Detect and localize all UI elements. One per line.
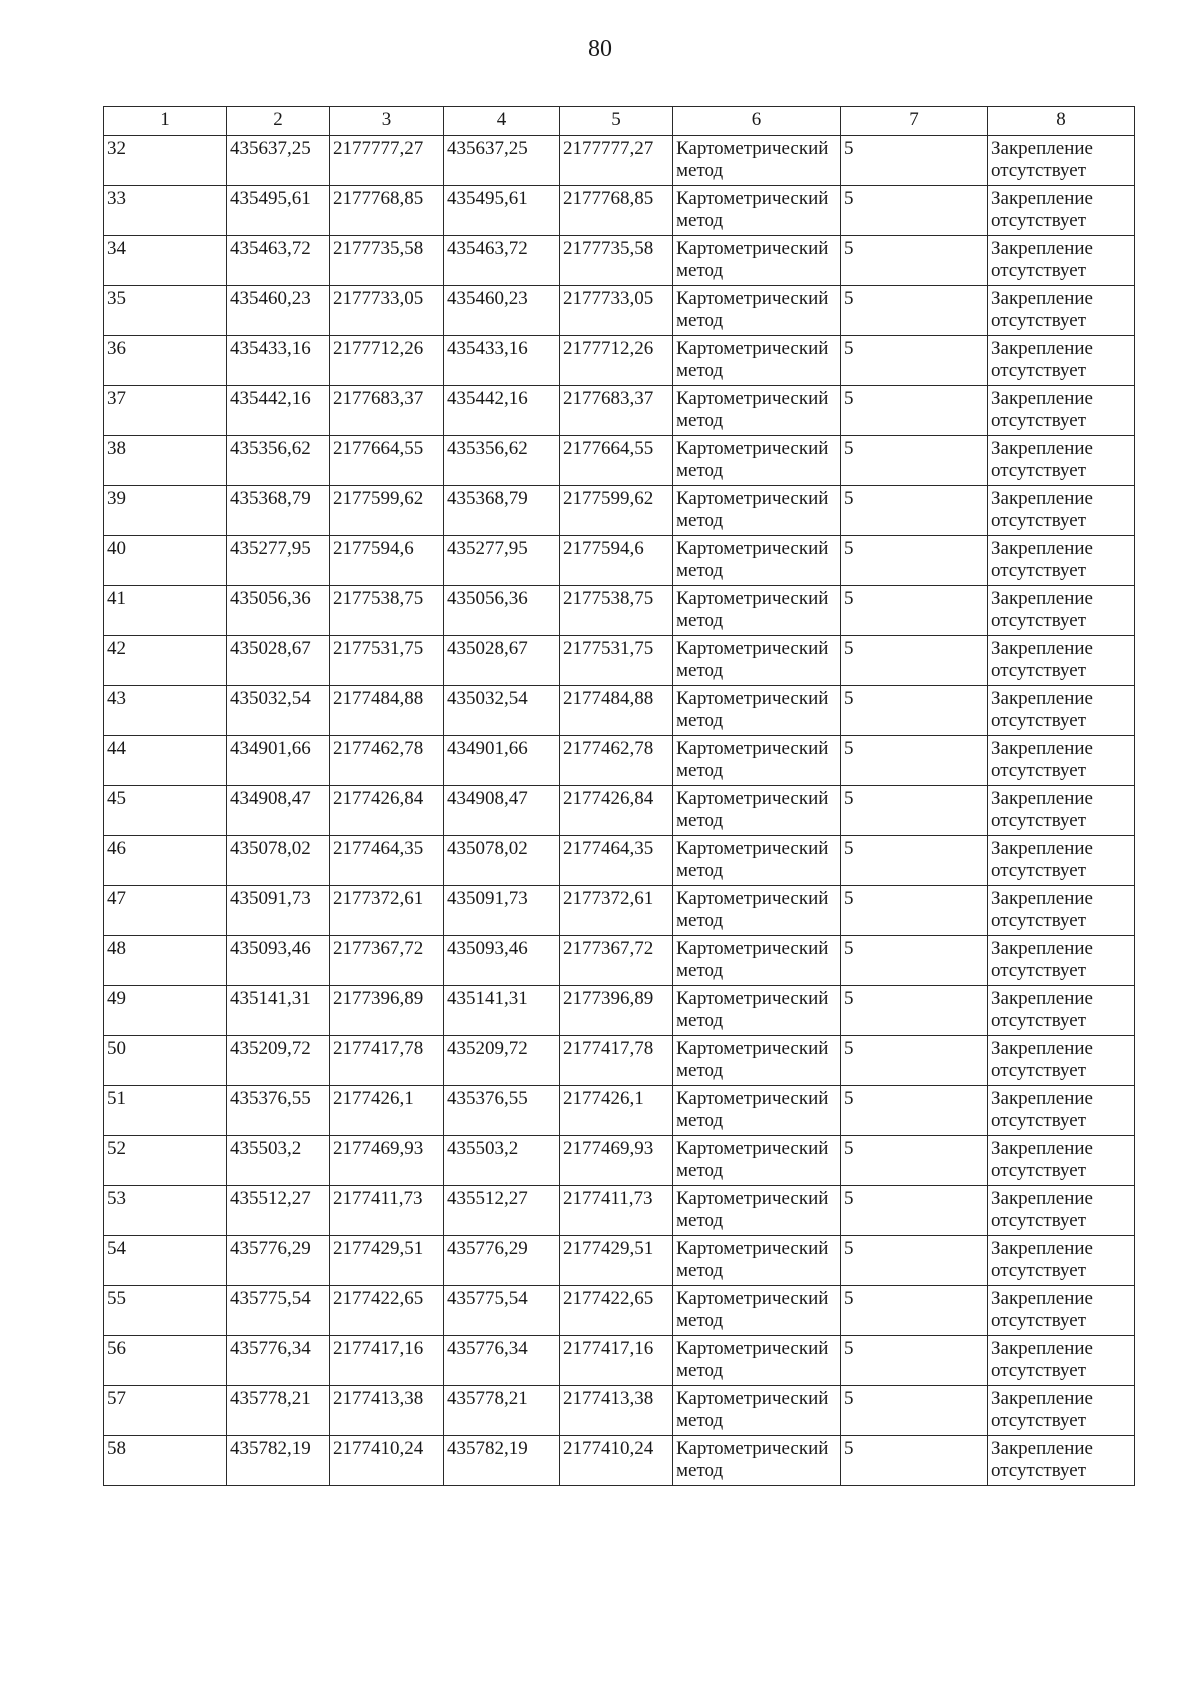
x-coordinate-2: 435778,21 — [444, 1386, 560, 1436]
y-coordinate: 2177417,78 — [330, 1036, 444, 1086]
accuracy-cell: 5 — [841, 736, 988, 786]
y-coordinate: 2177462,78 — [330, 736, 444, 786]
table-row — [104, 1286, 1135, 1336]
x-coordinate-2: 435368,79 — [444, 486, 560, 536]
method-cell: Картометрический метод — [673, 686, 841, 736]
point-number: 43 — [104, 686, 227, 736]
point-number: 54 — [104, 1236, 227, 1286]
y-coordinate: 2177367,72 — [330, 936, 444, 986]
y-coordinate: 2177464,35 — [330, 836, 444, 886]
point-number: 42 — [104, 636, 227, 686]
table-row — [104, 836, 1135, 886]
table-row — [104, 386, 1135, 436]
accuracy-cell: 5 — [841, 1286, 988, 1336]
x-coordinate-2: 435782,19 — [444, 1436, 560, 1486]
point-number: 39 — [104, 486, 227, 536]
accuracy-cell: 5 — [841, 1386, 988, 1436]
table-row — [104, 886, 1135, 936]
y-coordinate-2: 2177712,26 — [560, 336, 673, 386]
x-coordinate: 435056,36 — [227, 586, 330, 636]
y-coordinate-2: 2177426,1 — [560, 1086, 673, 1136]
fixing-cell: Закрепление отсутствует — [988, 886, 1135, 936]
fixing-cell: Закрепление отсутствует — [988, 486, 1135, 536]
y-coordinate: 2177594,6 — [330, 536, 444, 586]
fixing-cell: Закрепление отсутствует — [988, 736, 1135, 786]
y-coordinate-2: 2177429,51 — [560, 1236, 673, 1286]
method-cell: Картометрический метод — [673, 986, 841, 1036]
point-number: 44 — [104, 736, 227, 786]
point-number: 58 — [104, 1436, 227, 1486]
y-coordinate: 2177417,16 — [330, 1336, 444, 1386]
x-coordinate-2: 435463,72 — [444, 236, 560, 286]
y-coordinate-2: 2177538,75 — [560, 586, 673, 636]
point-number: 57 — [104, 1386, 227, 1436]
table-row — [104, 786, 1135, 836]
x-coordinate: 435277,95 — [227, 536, 330, 586]
table-row — [104, 986, 1135, 1036]
method-cell: Картометрический метод — [673, 486, 841, 536]
x-coordinate: 435032,54 — [227, 686, 330, 736]
accuracy-cell: 5 — [841, 336, 988, 386]
table-row — [104, 336, 1135, 386]
y-coordinate-2: 2177683,37 — [560, 386, 673, 436]
fixing-cell: Закрепление отсутствует — [988, 536, 1135, 586]
y-coordinate: 2177538,75 — [330, 586, 444, 636]
x-coordinate-2: 435637,25 — [444, 136, 560, 186]
x-coordinate: 435368,79 — [227, 486, 330, 536]
x-coordinate-2: 435028,67 — [444, 636, 560, 686]
fixing-cell: Закрепление отсутствует — [988, 586, 1135, 636]
y-coordinate-2: 2177733,05 — [560, 286, 673, 336]
accuracy-cell: 5 — [841, 436, 988, 486]
x-coordinate: 435078,02 — [227, 836, 330, 886]
y-coordinate: 2177469,93 — [330, 1136, 444, 1186]
y-coordinate: 2177712,26 — [330, 336, 444, 386]
accuracy-cell: 5 — [841, 586, 988, 636]
accuracy-cell: 5 — [841, 486, 988, 536]
y-coordinate-2: 2177484,88 — [560, 686, 673, 736]
x-coordinate-2: 435503,2 — [444, 1136, 560, 1186]
x-coordinate-2: 435775,54 — [444, 1286, 560, 1336]
y-coordinate: 2177664,55 — [330, 436, 444, 486]
y-coordinate: 2177768,85 — [330, 186, 444, 236]
accuracy-cell: 5 — [841, 1336, 988, 1386]
accuracy-cell: 5 — [841, 986, 988, 1036]
method-cell: Картометрический метод — [673, 1286, 841, 1336]
x-coordinate-2: 435141,31 — [444, 986, 560, 1036]
point-number: 34 — [104, 236, 227, 286]
accuracy-cell: 5 — [841, 686, 988, 736]
point-number: 35 — [104, 286, 227, 336]
x-coordinate-2: 435433,16 — [444, 336, 560, 386]
fixing-cell: Закрепление отсутствует — [988, 1136, 1135, 1186]
fixing-cell: Закрепление отсутствует — [988, 1186, 1135, 1236]
accuracy-cell: 5 — [841, 386, 988, 436]
method-cell: Картометрический метод — [673, 1086, 841, 1136]
y-coordinate-2: 2177410,24 — [560, 1436, 673, 1486]
fixing-cell: Закрепление отсутствует — [988, 936, 1135, 986]
y-coordinate: 2177372,61 — [330, 886, 444, 936]
x-coordinate: 435776,29 — [227, 1236, 330, 1286]
x-coordinate: 435141,31 — [227, 986, 330, 1036]
y-coordinate: 2177733,05 — [330, 286, 444, 336]
method-cell: Картометрический метод — [673, 236, 841, 286]
fixing-cell: Закрепление отсутствует — [988, 836, 1135, 886]
fixing-cell: Закрепление отсутствует — [988, 686, 1135, 736]
y-coordinate: 2177413,38 — [330, 1386, 444, 1436]
y-coordinate: 2177422,65 — [330, 1286, 444, 1336]
table-row — [104, 1436, 1135, 1486]
fixing-cell: Закрепление отсутствует — [988, 236, 1135, 286]
y-coordinate: 2177599,62 — [330, 486, 444, 536]
accuracy-cell: 5 — [841, 636, 988, 686]
x-coordinate: 434908,47 — [227, 786, 330, 836]
accuracy-cell: 5 — [841, 886, 988, 936]
column-header: 3 — [330, 107, 444, 136]
table-row — [104, 1386, 1135, 1436]
method-cell: Картометрический метод — [673, 186, 841, 236]
x-coordinate: 435460,23 — [227, 286, 330, 336]
point-number: 49 — [104, 986, 227, 1036]
y-coordinate: 2177484,88 — [330, 686, 444, 736]
point-number: 55 — [104, 1286, 227, 1336]
fixing-cell: Закрепление отсутствует — [988, 186, 1135, 236]
point-number: 46 — [104, 836, 227, 886]
method-cell: Картометрический метод — [673, 1336, 841, 1386]
point-number: 32 — [104, 136, 227, 186]
accuracy-cell: 5 — [841, 786, 988, 836]
method-cell: Картометрический метод — [673, 1036, 841, 1086]
method-cell: Картометрический метод — [673, 1136, 841, 1186]
accuracy-cell: 5 — [841, 1186, 988, 1236]
x-coordinate: 435028,67 — [227, 636, 330, 686]
table-row — [104, 286, 1135, 336]
point-number: 56 — [104, 1336, 227, 1386]
x-coordinate-2: 435078,02 — [444, 836, 560, 886]
table-row — [104, 736, 1135, 786]
accuracy-cell: 5 — [841, 286, 988, 336]
y-coordinate-2: 2177735,58 — [560, 236, 673, 286]
x-coordinate-2: 435376,55 — [444, 1086, 560, 1136]
table-row — [104, 486, 1135, 536]
x-coordinate: 435782,19 — [227, 1436, 330, 1486]
method-cell: Картометрический метод — [673, 536, 841, 586]
table-row — [104, 1036, 1135, 1086]
y-coordinate: 2177531,75 — [330, 636, 444, 686]
method-cell: Картометрический метод — [673, 336, 841, 386]
y-coordinate-2: 2177464,35 — [560, 836, 673, 886]
x-coordinate: 435091,73 — [227, 886, 330, 936]
x-coordinate-2: 435460,23 — [444, 286, 560, 336]
y-coordinate-2: 2177664,55 — [560, 436, 673, 486]
x-coordinate: 435776,34 — [227, 1336, 330, 1386]
x-coordinate-2: 434908,47 — [444, 786, 560, 836]
fixing-cell: Закрепление отсутствует — [988, 786, 1135, 836]
x-coordinate: 435376,55 — [227, 1086, 330, 1136]
page-number: 80 — [588, 36, 612, 62]
y-coordinate-2: 2177396,89 — [560, 986, 673, 1036]
method-cell: Картометрический метод — [673, 1236, 841, 1286]
accuracy-cell: 5 — [841, 1036, 988, 1086]
x-coordinate: 435433,16 — [227, 336, 330, 386]
fixing-cell: Закрепление отсутствует — [988, 1386, 1135, 1436]
x-coordinate: 434901,66 — [227, 736, 330, 786]
table-row — [104, 1336, 1135, 1386]
method-cell: Картометрический метод — [673, 836, 841, 886]
accuracy-cell: 5 — [841, 186, 988, 236]
method-cell: Картометрический метод — [673, 436, 841, 486]
point-number: 41 — [104, 586, 227, 636]
y-coordinate-2: 2177462,78 — [560, 736, 673, 786]
x-coordinate: 435442,16 — [227, 386, 330, 436]
x-coordinate: 435356,62 — [227, 436, 330, 486]
table-row — [104, 1136, 1135, 1186]
fixing-cell: Закрепление отсутствует — [988, 1336, 1135, 1386]
x-coordinate-2: 435091,73 — [444, 886, 560, 936]
table-body — [104, 136, 1135, 1486]
table-row — [104, 536, 1135, 586]
y-coordinate: 2177429,51 — [330, 1236, 444, 1286]
accuracy-cell: 5 — [841, 1236, 988, 1286]
table-row — [104, 936, 1135, 986]
x-coordinate: 435495,61 — [227, 186, 330, 236]
fixing-cell: Закрепление отсутствует — [988, 336, 1135, 386]
y-coordinate-2: 2177413,38 — [560, 1386, 673, 1436]
y-coordinate: 2177426,84 — [330, 786, 444, 836]
accuracy-cell: 5 — [841, 1086, 988, 1136]
fixing-cell: Закрепление отсутствует — [988, 386, 1135, 436]
y-coordinate: 2177396,89 — [330, 986, 444, 1036]
y-coordinate: 2177735,58 — [330, 236, 444, 286]
accuracy-cell: 5 — [841, 1436, 988, 1486]
y-coordinate-2: 2177417,16 — [560, 1336, 673, 1386]
x-coordinate-2: 435512,27 — [444, 1186, 560, 1236]
fixing-cell: Закрепление отсутствует — [988, 636, 1135, 686]
y-coordinate-2: 2177594,6 — [560, 536, 673, 586]
x-coordinate-2: 435776,34 — [444, 1336, 560, 1386]
fixing-cell: Закрепление отсутствует — [988, 1436, 1135, 1486]
method-cell: Картометрический метод — [673, 386, 841, 436]
fixing-cell: Закрепление отсутствует — [988, 436, 1135, 486]
method-cell: Картометрический метод — [673, 286, 841, 336]
table-row — [104, 1186, 1135, 1236]
point-number: 38 — [104, 436, 227, 486]
fixing-cell: Закрепление отсутствует — [988, 136, 1135, 186]
method-cell: Картометрический метод — [673, 1186, 841, 1236]
y-coordinate-2: 2177417,78 — [560, 1036, 673, 1086]
fixing-cell: Закрепление отсутствует — [988, 1086, 1135, 1136]
method-cell: Картометрический метод — [673, 636, 841, 686]
x-coordinate: 435778,21 — [227, 1386, 330, 1436]
column-header: 2 — [227, 107, 330, 136]
column-header: 7 — [841, 107, 988, 136]
x-coordinate-2: 435356,62 — [444, 436, 560, 486]
x-coordinate: 435775,54 — [227, 1286, 330, 1336]
column-header: 5 — [560, 107, 673, 136]
table-header-row — [104, 107, 1135, 136]
fixing-cell: Закрепление отсутствует — [988, 1286, 1135, 1336]
y-coordinate: 2177426,1 — [330, 1086, 444, 1136]
y-coordinate-2: 2177777,27 — [560, 136, 673, 186]
x-coordinate-2: 435093,46 — [444, 936, 560, 986]
fixing-cell: Закрепление отсутствует — [988, 1236, 1135, 1286]
point-number: 47 — [104, 886, 227, 936]
x-coordinate-2: 435277,95 — [444, 536, 560, 586]
accuracy-cell: 5 — [841, 236, 988, 286]
accuracy-cell: 5 — [841, 936, 988, 986]
method-cell: Картометрический метод — [673, 1386, 841, 1436]
y-coordinate: 2177410,24 — [330, 1436, 444, 1486]
x-coordinate: 435093,46 — [227, 936, 330, 986]
x-coordinate: 435512,27 — [227, 1186, 330, 1236]
method-cell: Картометрический метод — [673, 586, 841, 636]
y-coordinate: 2177683,37 — [330, 386, 444, 436]
table-row — [104, 236, 1135, 286]
point-number: 36 — [104, 336, 227, 386]
fixing-cell: Закрепление отсутствует — [988, 286, 1135, 336]
accuracy-cell: 5 — [841, 836, 988, 886]
x-coordinate: 435637,25 — [227, 136, 330, 186]
y-coordinate: 2177411,73 — [330, 1186, 444, 1236]
point-number: 45 — [104, 786, 227, 836]
point-number: 53 — [104, 1186, 227, 1236]
y-coordinate-2: 2177422,65 — [560, 1286, 673, 1336]
method-cell: Картометрический метод — [673, 936, 841, 986]
y-coordinate-2: 2177367,72 — [560, 936, 673, 986]
method-cell: Картометрический метод — [673, 1436, 841, 1486]
x-coordinate: 435503,2 — [227, 1136, 330, 1186]
method-cell: Картометрический метод — [673, 786, 841, 836]
column-header: 4 — [444, 107, 560, 136]
point-number: 50 — [104, 1036, 227, 1086]
table-row — [104, 636, 1135, 686]
table-row — [104, 136, 1135, 186]
y-coordinate-2: 2177599,62 — [560, 486, 673, 536]
y-coordinate-2: 2177426,84 — [560, 786, 673, 836]
point-number: 52 — [104, 1136, 227, 1186]
x-coordinate: 435463,72 — [227, 236, 330, 286]
y-coordinate-2: 2177372,61 — [560, 886, 673, 936]
x-coordinate-2: 435495,61 — [444, 186, 560, 236]
coordinates-table — [103, 106, 1135, 1486]
y-coordinate-2: 2177768,85 — [560, 186, 673, 236]
table-row — [104, 1236, 1135, 1286]
point-number: 40 — [104, 536, 227, 586]
method-cell: Картометрический метод — [673, 886, 841, 936]
method-cell: Картометрический метод — [673, 136, 841, 186]
x-coordinate-2: 435776,29 — [444, 1236, 560, 1286]
point-number: 51 — [104, 1086, 227, 1136]
y-coordinate-2: 2177469,93 — [560, 1136, 673, 1186]
table-row — [104, 1086, 1135, 1136]
accuracy-cell: 5 — [841, 136, 988, 186]
method-cell: Картометрический метод — [673, 736, 841, 786]
x-coordinate: 435209,72 — [227, 1036, 330, 1086]
x-coordinate-2: 435056,36 — [444, 586, 560, 636]
x-coordinate-2: 434901,66 — [444, 736, 560, 786]
column-header: 6 — [673, 107, 841, 136]
point-number: 37 — [104, 386, 227, 436]
accuracy-cell: 5 — [841, 1136, 988, 1186]
x-coordinate-2: 435209,72 — [444, 1036, 560, 1086]
point-number: 33 — [104, 186, 227, 236]
x-coordinate-2: 435442,16 — [444, 386, 560, 436]
column-header: 1 — [104, 107, 227, 136]
column-header: 8 — [988, 107, 1135, 136]
table-row — [104, 436, 1135, 486]
table-row — [104, 186, 1135, 236]
y-coordinate-2: 2177531,75 — [560, 636, 673, 686]
x-coordinate-2: 435032,54 — [444, 686, 560, 736]
y-coordinate: 2177777,27 — [330, 136, 444, 186]
table-row — [104, 686, 1135, 736]
fixing-cell: Закрепление отсутствует — [988, 986, 1135, 1036]
table-row — [104, 586, 1135, 636]
y-coordinate-2: 2177411,73 — [560, 1186, 673, 1236]
fixing-cell: Закрепление отсутствует — [988, 1036, 1135, 1086]
point-number: 48 — [104, 936, 227, 986]
accuracy-cell: 5 — [841, 536, 988, 586]
